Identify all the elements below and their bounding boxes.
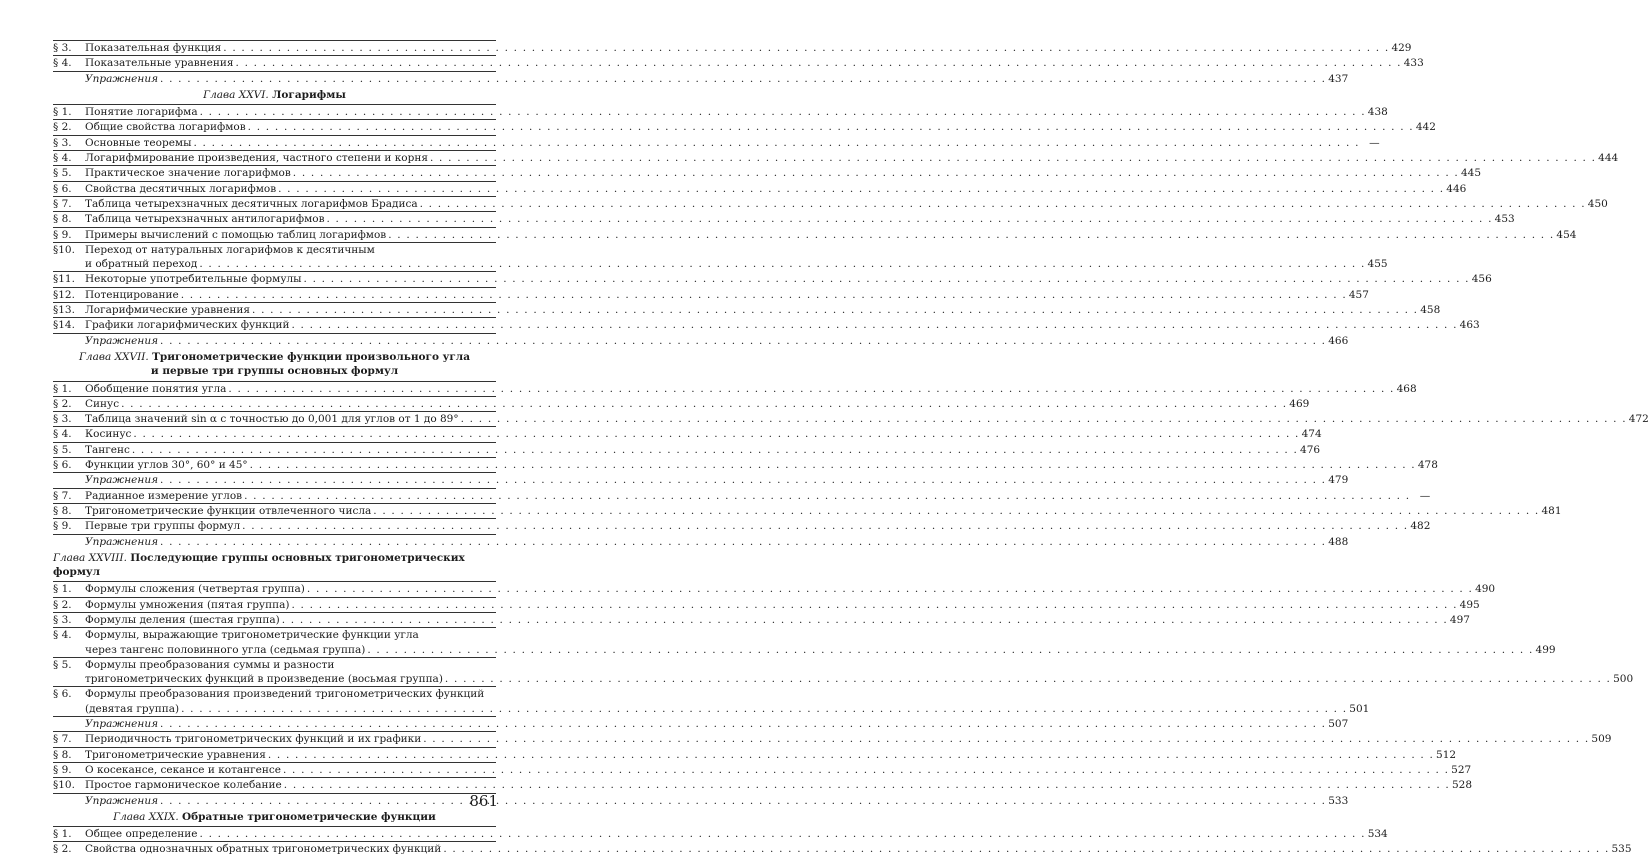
page-ref: 463	[1459, 319, 1480, 332]
toc-entry	[53, 488, 1431, 503]
toc-entry	[53, 597, 1480, 612]
page-ref: 442	[1415, 121, 1436, 134]
dot-leader	[367, 643, 1533, 657]
section-title: Некоторые употребительные формулы	[85, 273, 302, 286]
toc-entry-line	[53, 582, 1496, 596]
section-title: Тригонометрические уравнения	[85, 748, 266, 761]
exercises-entry	[53, 793, 1349, 808]
page-ref: —	[1369, 136, 1380, 149]
page-ref: 479	[1328, 474, 1349, 487]
toc-entry-line	[53, 334, 1349, 348]
section-number: §10.	[53, 779, 75, 792]
dot-leader	[283, 763, 1449, 777]
page-ref: 437	[1328, 72, 1349, 85]
toc-entry	[53, 150, 1619, 165]
section-title: Таблица четырехзначных десятичных логарифмов Брадиса	[85, 197, 418, 210]
exercises-label: Упражнения	[85, 718, 159, 731]
exercises-label: Упражнения	[85, 72, 159, 85]
page-ref: 457	[1348, 288, 1369, 301]
section-number: § 2.	[53, 843, 72, 856]
dot-leader	[291, 598, 1457, 612]
page-ref: 444	[1598, 152, 1619, 165]
dot-leader	[133, 427, 1299, 441]
dot-leader	[132, 443, 1298, 457]
toc-entry	[53, 503, 1562, 518]
page-ref: 456	[1471, 273, 1492, 286]
section-number: § 6.	[53, 182, 72, 195]
toc-entry-line	[53, 613, 1470, 627]
page-ref: 453	[1494, 213, 1515, 226]
page-number: 861	[469, 792, 498, 810]
section-number: § 8.	[53, 504, 72, 517]
toc-entry-line	[53, 151, 1619, 165]
dot-leader	[160, 717, 1326, 731]
chapter-heading-26	[53, 86, 496, 104]
section-title-continued: тригонометрических функций в произведение (восьмая группа)	[85, 673, 443, 686]
page-ref: 533	[1328, 794, 1349, 807]
section-title: Таблица значений sin α с точностью до 0,001 для углов от 1 до 89°	[85, 413, 459, 426]
toc-entry	[53, 731, 1612, 746]
chapter-title: Последующие группы основных тригонометрических формул	[53, 551, 465, 579]
section-title: Практическое значение логарифмов	[85, 167, 291, 180]
page-ref: —	[1419, 489, 1431, 502]
dot-leader	[388, 228, 1554, 242]
section-number: § 1.	[53, 583, 72, 596]
toc-entry	[53, 747, 1457, 762]
dot-leader	[420, 197, 1586, 211]
toc-entry-line	[53, 443, 1321, 457]
page-ref: 455	[1367, 258, 1388, 271]
section-number: § 8.	[53, 213, 72, 226]
exercises-entry	[53, 716, 1349, 731]
toc-entry	[53, 104, 1388, 119]
toc-entry-line	[53, 228, 1577, 242]
section-title: Графики логарифмических функций	[85, 319, 290, 332]
section-title: Функции углов 30°, 60° и 45°	[85, 459, 248, 472]
toc-entry	[53, 686, 1370, 716]
page-ref: 534	[1367, 828, 1388, 841]
toc-entry-line	[53, 182, 1467, 196]
chapter-label: Глава XXVIII.	[53, 551, 127, 564]
dot-leader	[236, 56, 1402, 70]
toc-entry-line	[53, 519, 1431, 533]
page-ref: 499	[1535, 643, 1556, 656]
section-title: Потенцирование	[85, 288, 179, 301]
dot-leader	[278, 182, 1444, 196]
toc-group-26	[53, 104, 1619, 348]
exercises-label: Упражнения	[85, 474, 159, 487]
page-ref: 446	[1446, 182, 1467, 195]
section-number: § 3.	[53, 613, 72, 626]
page-ref: 458	[1420, 304, 1441, 317]
chapter-title: Тригонометрические функции произвольного угла	[152, 350, 471, 363]
page-ref: 500	[1613, 673, 1634, 686]
dot-leader	[193, 136, 1359, 150]
toc-entry	[53, 612, 1470, 627]
dot-leader	[443, 842, 1609, 856]
section-number: § 1.	[53, 382, 72, 395]
exercises-label: Упражнения	[85, 794, 159, 807]
chapter-label: Глава XXVI.	[203, 88, 269, 101]
toc-entry-line	[53, 748, 1457, 762]
section-number: § 1.	[53, 828, 72, 841]
section-title: Примеры вычислений с помощью таблиц логарифмов	[85, 228, 387, 241]
dot-leader	[160, 794, 1326, 808]
page-ref: 429	[1391, 42, 1412, 54]
page-ref: 535	[1611, 843, 1632, 856]
toc-group-28	[53, 581, 1634, 807]
toc-entry	[53, 302, 1441, 317]
toc-entry-line	[53, 72, 1349, 86]
page-ref: 469	[1289, 397, 1310, 410]
page-ref: 474	[1301, 428, 1322, 441]
section-number: § 4.	[53, 629, 72, 642]
page-ref: 482	[1410, 520, 1431, 533]
toc-entry	[53, 841, 1632, 856]
section-title: Логарифмирование произведения, частного степени и корня	[85, 152, 428, 165]
toc-entry-line	[53, 717, 1349, 731]
toc-entry	[53, 411, 1649, 426]
section-title: Логарифмические уравнения	[85, 304, 251, 317]
toc-entry-line	[53, 105, 1388, 119]
toc-entry	[53, 457, 1438, 472]
page-ref: 450	[1587, 197, 1608, 210]
toc-entry	[53, 317, 1480, 332]
section-number: § 2.	[53, 121, 72, 134]
section-title: Свойства десятичных логарифмов	[85, 182, 277, 195]
section-title: Периодичность тригонометрических функций и их графики	[85, 733, 422, 746]
dot-leader	[423, 732, 1589, 746]
toc-entry	[53, 196, 1608, 211]
section-number: § 6.	[53, 459, 72, 472]
exercises-entry	[53, 534, 1349, 549]
chapter-heading-29	[53, 808, 496, 826]
page-ref: 478	[1417, 459, 1438, 472]
toc-entry-line	[53, 643, 1556, 657]
dot-leader	[228, 382, 1394, 396]
section-title: Косинус	[85, 428, 132, 441]
section-title: Формулы умножения (пятая группа)	[85, 598, 290, 611]
toc-entry-line	[53, 473, 1349, 487]
section-number: §11.	[53, 273, 75, 286]
toc-entry	[53, 135, 1380, 150]
dot-leader	[160, 334, 1326, 348]
section-number: § 6.	[53, 688, 72, 701]
toc-entry-line	[53, 702, 1370, 716]
exercises-entry	[53, 71, 1349, 86]
toc-entry-line	[53, 257, 1388, 271]
section-number: §10.	[53, 243, 75, 256]
toc-entry-line	[53, 763, 1472, 777]
toc-entry	[53, 627, 1556, 657]
section-title-continued: и обратный переход	[85, 258, 198, 271]
section-title: Формулы деления (шестая группа)	[85, 613, 280, 626]
page-ref: 445	[1460, 167, 1481, 180]
toc-entry	[53, 762, 1472, 777]
section-title-continued: (девятая группа)	[85, 702, 180, 715]
section-number: § 7.	[53, 489, 72, 502]
toc-entry-line	[53, 197, 1608, 211]
page-ref: 481	[1541, 504, 1562, 517]
dot-leader	[121, 397, 1287, 411]
section-number: § 3.	[53, 42, 72, 54]
section-number: § 8.	[53, 748, 72, 761]
toc-entry	[53, 581, 1496, 596]
dot-leader	[248, 120, 1414, 134]
toc-entry	[53, 40, 1412, 55]
dot-leader	[326, 212, 1492, 226]
dot-leader	[223, 41, 1389, 55]
section-number: § 3.	[53, 413, 72, 426]
section-number: § 2.	[53, 598, 72, 611]
page-ref: 476	[1300, 443, 1321, 456]
toc-entry-line	[53, 56, 1424, 70]
dot-leader	[304, 272, 1470, 286]
page-ref: 488	[1328, 535, 1349, 548]
toc-entry-line	[53, 212, 1515, 226]
page-ref: 433	[1403, 57, 1424, 70]
dot-leader	[291, 318, 1457, 332]
toc-entry-line	[53, 303, 1441, 317]
section-title: О косекансе, секансе и котангенсе	[85, 763, 281, 776]
toc-entry	[53, 657, 1634, 687]
toc-entry-line	[53, 120, 1436, 134]
section-title: Формулы преобразования суммы и разности	[85, 658, 335, 671]
section-number: §13.	[53, 304, 75, 317]
toc-group-top	[53, 40, 1424, 86]
section-title: Формулы преобразования произведений тригонометрических функций	[85, 688, 485, 701]
dot-leader	[181, 702, 1347, 716]
page-ref: 527	[1451, 763, 1472, 776]
section-number: § 9.	[53, 763, 72, 776]
chapter-title-line2: и первые три группы основных формул	[150, 365, 399, 378]
dot-leader	[200, 827, 1366, 841]
section-title: Основные теоремы	[85, 136, 192, 149]
page-ref: 438	[1367, 106, 1388, 119]
section-number: § 9.	[53, 228, 72, 241]
toc-entry-line	[53, 778, 1472, 792]
dot-leader	[430, 151, 1596, 165]
section-title: Тангенс	[85, 443, 130, 456]
dot-leader	[160, 72, 1326, 86]
toc-entry	[53, 777, 1472, 792]
section-title: Формулы сложения (четвертая группа)	[85, 583, 305, 596]
dot-leader	[268, 748, 1434, 762]
toc-entry	[53, 396, 1310, 411]
exercises-entry	[53, 333, 1349, 348]
chapter-heading-27	[53, 348, 496, 381]
toc-entry	[53, 242, 1388, 272]
toc-entry-line	[53, 412, 1649, 426]
toc-entry-line	[53, 672, 1634, 686]
section-title: Общее определение	[85, 828, 198, 841]
section-number: § 1.	[53, 106, 72, 119]
section-title: Показательные уравнения	[85, 57, 234, 70]
page-ref: 490	[1475, 583, 1496, 596]
dot-leader	[199, 257, 1365, 271]
toc-entry-line	[53, 535, 1349, 549]
toc-entry-line	[53, 41, 1412, 55]
toc-entry-line	[53, 504, 1562, 518]
section-title: Простое гармоническое колебание	[85, 779, 282, 792]
section-title: Таблица четырехзначных антилогарифмов	[85, 213, 325, 226]
toc-entry-line	[53, 628, 496, 642]
toc-entry	[53, 442, 1321, 457]
dot-leader	[373, 504, 1539, 518]
chapter-label: Глава XXIX.	[113, 810, 179, 823]
toc-entry-line	[53, 397, 1310, 411]
section-title: Формулы, выражающие тригонометрические функции угла	[85, 629, 419, 642]
dot-leader	[445, 672, 1611, 686]
section-number: § 3.	[53, 136, 72, 149]
page-ref: 454	[1556, 228, 1577, 241]
toc-entry-line	[53, 272, 1492, 286]
exercises-entry	[53, 472, 1349, 487]
dot-leader	[244, 489, 1410, 503]
dot-leader	[307, 582, 1473, 596]
section-number: § 2.	[53, 397, 72, 410]
toc-entry	[53, 381, 1417, 396]
page-ref: 512	[1436, 748, 1457, 761]
toc-entry-line	[53, 458, 1438, 472]
toc-entry-line	[53, 318, 1480, 332]
toc-entry-line	[53, 598, 1480, 612]
chapter-heading-28	[53, 549, 496, 582]
toc-entry-line	[53, 658, 496, 672]
toc-entry	[53, 55, 1424, 70]
dot-leader	[252, 303, 1418, 317]
chapter-title: Логарифмы	[272, 88, 346, 101]
section-title: Общие свойства логарифмов	[85, 121, 246, 134]
section-title: Тригонометрические функции отвлеченного числа	[85, 504, 372, 517]
toc-entry	[53, 287, 1369, 302]
toc-entry-line	[53, 827, 1388, 841]
toc-entry	[53, 426, 1322, 441]
dot-leader	[250, 458, 1416, 472]
toc-group-27	[53, 381, 1649, 549]
page-ref: 468	[1396, 382, 1417, 395]
dot-leader	[293, 166, 1459, 180]
dot-leader	[284, 778, 1450, 792]
toc-entry-line	[53, 288, 1369, 302]
section-number: §14.	[53, 319, 75, 332]
section-number: §12.	[53, 288, 75, 301]
section-title: Переход от натуральных логарифмов к десятичным	[85, 243, 375, 256]
toc-entry	[53, 119, 1436, 134]
section-number: § 4.	[53, 57, 72, 70]
page-ref: 495	[1459, 598, 1480, 611]
dot-leader	[160, 535, 1326, 549]
toc-entry	[53, 826, 1388, 841]
toc-entry-line	[53, 243, 496, 257]
section-number: § 7.	[53, 733, 72, 746]
section-number: § 4.	[53, 428, 72, 441]
section-number: § 4.	[53, 152, 72, 165]
section-title: Свойства однозначных обратных тригонометрических функций	[85, 843, 442, 856]
section-number: § 5.	[53, 167, 72, 180]
section-number: § 5.	[53, 658, 72, 671]
page-ref: 466	[1328, 334, 1349, 347]
toc-entry	[53, 227, 1577, 242]
section-title: Радианное измерение углов	[85, 489, 243, 502]
toc-entry-line	[53, 489, 1431, 503]
section-title-continued: через тангенс половинного угла (седьмая группа)	[85, 643, 366, 656]
section-title: Показательная функция	[85, 42, 222, 54]
exercises-label: Упражнения	[85, 334, 159, 347]
toc-entry	[53, 165, 1481, 180]
toc-entry-line	[53, 166, 1481, 180]
exercises-label: Упражнения	[85, 535, 159, 548]
toc-entry-line	[53, 842, 1632, 856]
section-title: Понятие логарифма	[85, 106, 198, 119]
toc-entry-line	[53, 687, 496, 701]
dot-leader	[282, 613, 1448, 627]
page-ref: 501	[1349, 702, 1370, 715]
toc-entry-line	[53, 382, 1417, 396]
section-title: Синус	[85, 397, 120, 410]
page-ref: 528	[1451, 779, 1472, 792]
dot-leader	[181, 288, 1347, 302]
page-ref: 472	[1628, 413, 1649, 426]
toc-entry	[53, 518, 1431, 533]
toc-entry-line	[53, 732, 1612, 746]
toc-entry	[53, 211, 1515, 226]
toc-page	[53, 40, 1649, 857]
chapter-title: Обратные тригонометрические функции	[182, 810, 436, 823]
dot-leader	[160, 473, 1326, 487]
section-title: Первые три группы формул	[85, 520, 241, 533]
section-number: § 7.	[53, 197, 72, 210]
toc-entry	[53, 271, 1492, 286]
toc-entry	[53, 181, 1467, 196]
section-title: Обобщение понятия угла	[85, 382, 227, 395]
section-number: § 5.	[53, 443, 72, 456]
toc-entry-line	[53, 794, 1349, 808]
page-ref: 509	[1591, 733, 1612, 746]
toc-entry-line	[53, 427, 1322, 441]
page-ref: 507	[1328, 718, 1349, 731]
dot-leader	[461, 412, 1627, 426]
section-number: § 9.	[53, 520, 72, 533]
toc-group-29	[53, 826, 1632, 857]
dot-leader	[200, 105, 1366, 119]
toc-entry-line	[53, 136, 1380, 150]
chapter-label: Глава XXVII.	[78, 350, 149, 363]
page-ref: 497	[1449, 613, 1470, 626]
dot-leader	[242, 519, 1408, 533]
